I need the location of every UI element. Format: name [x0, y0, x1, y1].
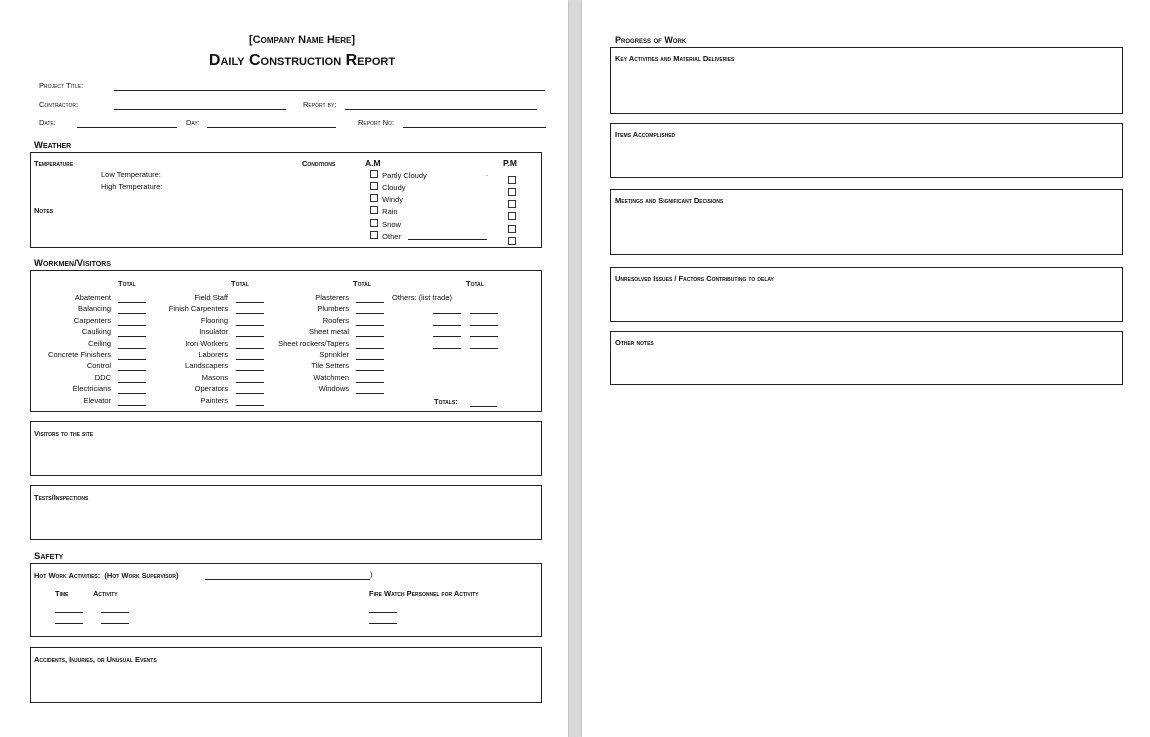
trade-total-field[interactable] — [236, 382, 264, 383]
other-trade-field[interactable] — [433, 336, 461, 337]
trade-label: Iron Workers — [185, 338, 228, 348]
trade-label: Tile Setters — [311, 361, 349, 371]
trade-total-field[interactable] — [236, 302, 264, 303]
weather-notes-label: Notes — [34, 206, 54, 215]
trade-label: Laborers — [198, 350, 228, 359]
total-header: Total — [353, 279, 371, 288]
condition-row: Windy — [370, 194, 403, 204]
condition-row: Rain — [370, 206, 398, 216]
trade-label: Plasterers — [315, 293, 349, 302]
trade-label: Elevator — [83, 395, 111, 405]
trade-total-field[interactable] — [356, 325, 384, 326]
other-notes-label: Other notes — [615, 338, 654, 347]
condition-row: Cloudy — [370, 182, 406, 192]
low-temperature-label: Low Temperature: — [101, 170, 161, 179]
fire-watch-label: Fire Watch Personnel for Activity — [369, 589, 479, 598]
condition-row: Partly Cloudy — [370, 170, 427, 180]
trade-label: Sheet metal — [308, 327, 349, 337]
trade-label: Roofers — [322, 315, 349, 325]
workmen-heading: Workmen/Visitors — [34, 258, 111, 269]
trade-label: Windows — [318, 384, 349, 394]
fire-watch-field[interactable] — [369, 612, 397, 613]
weather-heading: Weather — [34, 140, 72, 151]
report-no-label: Report No: — [358, 118, 395, 127]
other-trade-field[interactable] — [470, 313, 498, 314]
safety-box — [30, 563, 542, 637]
trade-label: Sprinkler — [319, 350, 349, 359]
activity-field[interactable] — [101, 623, 129, 624]
trade-label: Plumbers — [317, 304, 349, 314]
key-activities-box[interactable] — [610, 47, 1123, 114]
report-page-2 — [582, 0, 1150, 737]
other-trade-field[interactable] — [433, 348, 461, 349]
trade-total-field[interactable] — [236, 393, 264, 394]
condition-row: Other — [370, 231, 401, 241]
trade-label: Ceiling — [88, 338, 111, 348]
meetings-box[interactable] — [610, 189, 1123, 255]
trade-total-field[interactable] — [356, 313, 384, 314]
key-activities-label: Key Activities and Material Deliveries — [615, 54, 735, 63]
trade-label: Sheet rockers/Tapers — [278, 338, 349, 348]
conditions-label: Conditions — [302, 159, 336, 168]
trade-total-field[interactable] — [118, 336, 146, 337]
am-label: A.M — [365, 158, 381, 168]
company-name: [Company Name Here] — [248, 34, 356, 46]
trade-total-field[interactable] — [118, 348, 146, 349]
report-by-label: Report by: — [303, 100, 337, 109]
project-title-field[interactable] — [114, 90, 545, 91]
trade-label: Operators — [194, 384, 228, 394]
fire-watch-field[interactable] — [369, 623, 397, 624]
am-checkbox[interactable] — [370, 182, 378, 190]
trade-label: Landscapers — [185, 361, 228, 371]
trade-label: Watchmen — [313, 372, 349, 382]
items-accomplished-box[interactable] — [610, 123, 1123, 178]
activity-field[interactable] — [101, 612, 129, 613]
other-condition-field[interactable] — [408, 239, 487, 240]
time-label: Time — [55, 589, 69, 598]
pm-dot: . — [486, 169, 489, 178]
trade-label: Electricians — [72, 384, 111, 394]
trade-label: Flooring — [200, 315, 228, 325]
trade-total-field[interactable] — [356, 348, 384, 349]
trade-label: Concrete Finishers — [48, 350, 111, 359]
high-temperature-label: High Temperature: — [101, 182, 163, 191]
pm-checkbox[interactable] — [508, 232, 516, 250]
trade-label: Abatement — [74, 293, 111, 302]
total-header: Total — [118, 279, 136, 288]
time-field[interactable] — [55, 612, 83, 613]
trade-total-field[interactable] — [236, 325, 264, 326]
condition-row: Snow — [370, 219, 401, 229]
close-paren: ) — [370, 570, 373, 579]
accidents-box — [30, 647, 542, 703]
trade-label: Masons — [201, 372, 228, 382]
other-notes-box[interactable] — [610, 331, 1123, 385]
trade-total-field[interactable] — [118, 325, 146, 326]
others-label: Others: (list trade) — [392, 293, 453, 302]
trade-total-field[interactable] — [118, 370, 146, 371]
unresolved-issues-label: Unresolved Issues / Factors Contributing to delay — [615, 274, 774, 283]
meetings-label: Meetings and Significant Decisions — [615, 196, 724, 205]
trade-total-field[interactable] — [118, 313, 146, 314]
unresolved-issues-box[interactable] — [610, 267, 1123, 322]
report-page-1 — [0, 0, 568, 737]
trade-total-field[interactable] — [118, 393, 146, 394]
total-header: Total — [466, 279, 484, 288]
trade-total-field[interactable] — [118, 382, 146, 383]
progress-heading: Progress of Work — [615, 35, 687, 45]
trade-label: Control — [86, 361, 111, 371]
trade-label: Field Staff — [194, 293, 228, 302]
other-trade-field[interactable] — [470, 325, 498, 326]
day-field[interactable] — [207, 127, 336, 128]
pm-label: P.M — [503, 158, 518, 168]
trade-total-field[interactable] — [356, 382, 384, 383]
hot-work-label: Hot Work Activities: (Hot Work Supervisor) — [34, 571, 179, 580]
other-trade-field[interactable] — [433, 313, 461, 314]
trade-total-field[interactable] — [236, 405, 264, 406]
trade-total-field[interactable] — [118, 405, 146, 406]
workmen-box — [30, 270, 542, 412]
day-label: Day: — [186, 118, 200, 127]
grand-total-field[interactable] — [470, 406, 497, 407]
other-trade-field[interactable] — [470, 348, 498, 349]
trade-total-field[interactable] — [118, 359, 146, 360]
date-field[interactable] — [77, 127, 177, 128]
visitors-box — [30, 421, 542, 476]
temperature-label: Temperature — [34, 159, 74, 168]
contractor-field[interactable] — [114, 109, 286, 110]
trade-label: Caulking — [81, 327, 111, 337]
items-accomplished-label: Items Accomplished — [615, 130, 676, 139]
accidents-heading: Accidents, Injuries, or Unusual Events — [34, 655, 157, 664]
report-no-field[interactable] — [403, 127, 546, 128]
report-by-field[interactable] — [345, 109, 537, 110]
other-trade-field[interactable] — [433, 325, 461, 326]
visitors-heading: Visitors to the site — [34, 429, 94, 438]
trade-total-field[interactable] — [236, 313, 264, 314]
trade-label: DDC — [94, 372, 111, 382]
trade-total-field[interactable] — [118, 302, 146, 303]
trade-label: Insulator — [199, 327, 228, 337]
other-trade-field[interactable] — [470, 336, 498, 337]
trade-total-field[interactable] — [356, 393, 384, 394]
am-checkbox[interactable] — [370, 194, 378, 202]
tests-box — [30, 485, 542, 540]
trade-total-field[interactable] — [236, 370, 264, 371]
contractor-label: Contractor: — [39, 100, 79, 109]
weather-box — [30, 152, 542, 248]
trade-total-field[interactable] — [356, 302, 384, 303]
date-label: Date: — [39, 118, 56, 127]
am-checkbox[interactable] — [370, 219, 378, 227]
trade-label: Finish Carpenters — [168, 304, 228, 314]
safety-heading: Safety — [34, 551, 64, 562]
am-checkbox[interactable] — [370, 206, 378, 214]
tests-heading: Tests/Inspections — [34, 493, 89, 502]
time-field[interactable] — [55, 623, 83, 624]
activity-label: Activity — [93, 589, 118, 598]
trade-label: Carpenters — [73, 315, 111, 325]
trade-total-field[interactable] — [236, 348, 264, 349]
totals-label: Totals: — [434, 397, 458, 406]
trade-label: Balancing — [78, 304, 111, 314]
trade-total-field[interactable] — [236, 359, 264, 360]
report-title: Daily Construction Report — [208, 52, 396, 69]
am-checkbox[interactable] — [370, 231, 378, 239]
trade-total-field[interactable] — [356, 370, 384, 371]
trade-total-field[interactable] — [236, 336, 264, 337]
am-checkbox[interactable] — [370, 170, 378, 178]
project-title-label: Project Title: — [39, 81, 84, 90]
trade-total-field[interactable] — [356, 359, 384, 360]
hot-work-supervisor-field[interactable] — [205, 579, 370, 580]
total-header: Total — [231, 279, 249, 288]
trade-label: Painters — [200, 395, 228, 405]
trade-total-field[interactable] — [356, 336, 384, 337]
